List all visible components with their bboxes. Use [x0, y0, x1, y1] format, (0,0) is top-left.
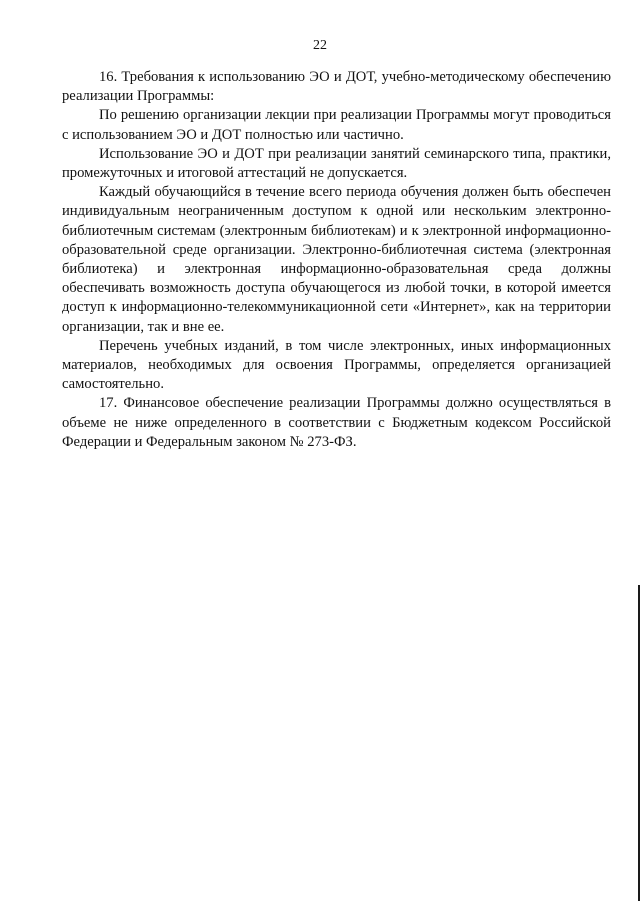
paragraph-restrictions: Использование ЭО и ДОТ при реализации занятий семинарского типа, практики, промежуточных и итоговой аттестаций не допускается. [62, 145, 611, 182]
paragraph-lectures: По решению организации лекции при реализации Программы могут проводиться с использованием ЭО и ДОТ полностью или частично. [62, 107, 611, 143]
document-body [62, 68, 611, 452]
paragraph-library-access: Каждый обучающийся в течение всего периода обучения должен быть обеспечен индивидуальным неограниченным доступом к одной или нескольким электронно-библиотечным системам (электронным библиотекам) и к электронной информационно-образовательной среде организации. Электронно-библиотечная система (электронная библиотека) и электронная информационно-образовательная среда должны обеспечивать возможность доступа обучающегося из любой точки, в которой имеется доступ к информационно-телекоммуникационной сети «Интернет», как на территории организации, так и вне ее. [62, 184, 611, 335]
paragraph-16-heading: 16. Требования к использованию ЭО и ДОТ, учебно-методическому обеспечению реализации Программы: [62, 69, 611, 105]
page-number: 22 [313, 38, 327, 53]
paragraph-17-funding: 17. Финансовое обеспечение реализации Программы должно осуществляться в объеме не ниже определенного в соответствии с Бюджетным кодексом Российской Федерации и Федеральным законом № 273-ФЗ. [62, 395, 611, 450]
paragraph-publications: Перечень учебных изданий, в том числе электронных, иных информационных материалов, необходимых для освоения Программы, определяется организацией самостоятельно. [62, 337, 611, 393]
